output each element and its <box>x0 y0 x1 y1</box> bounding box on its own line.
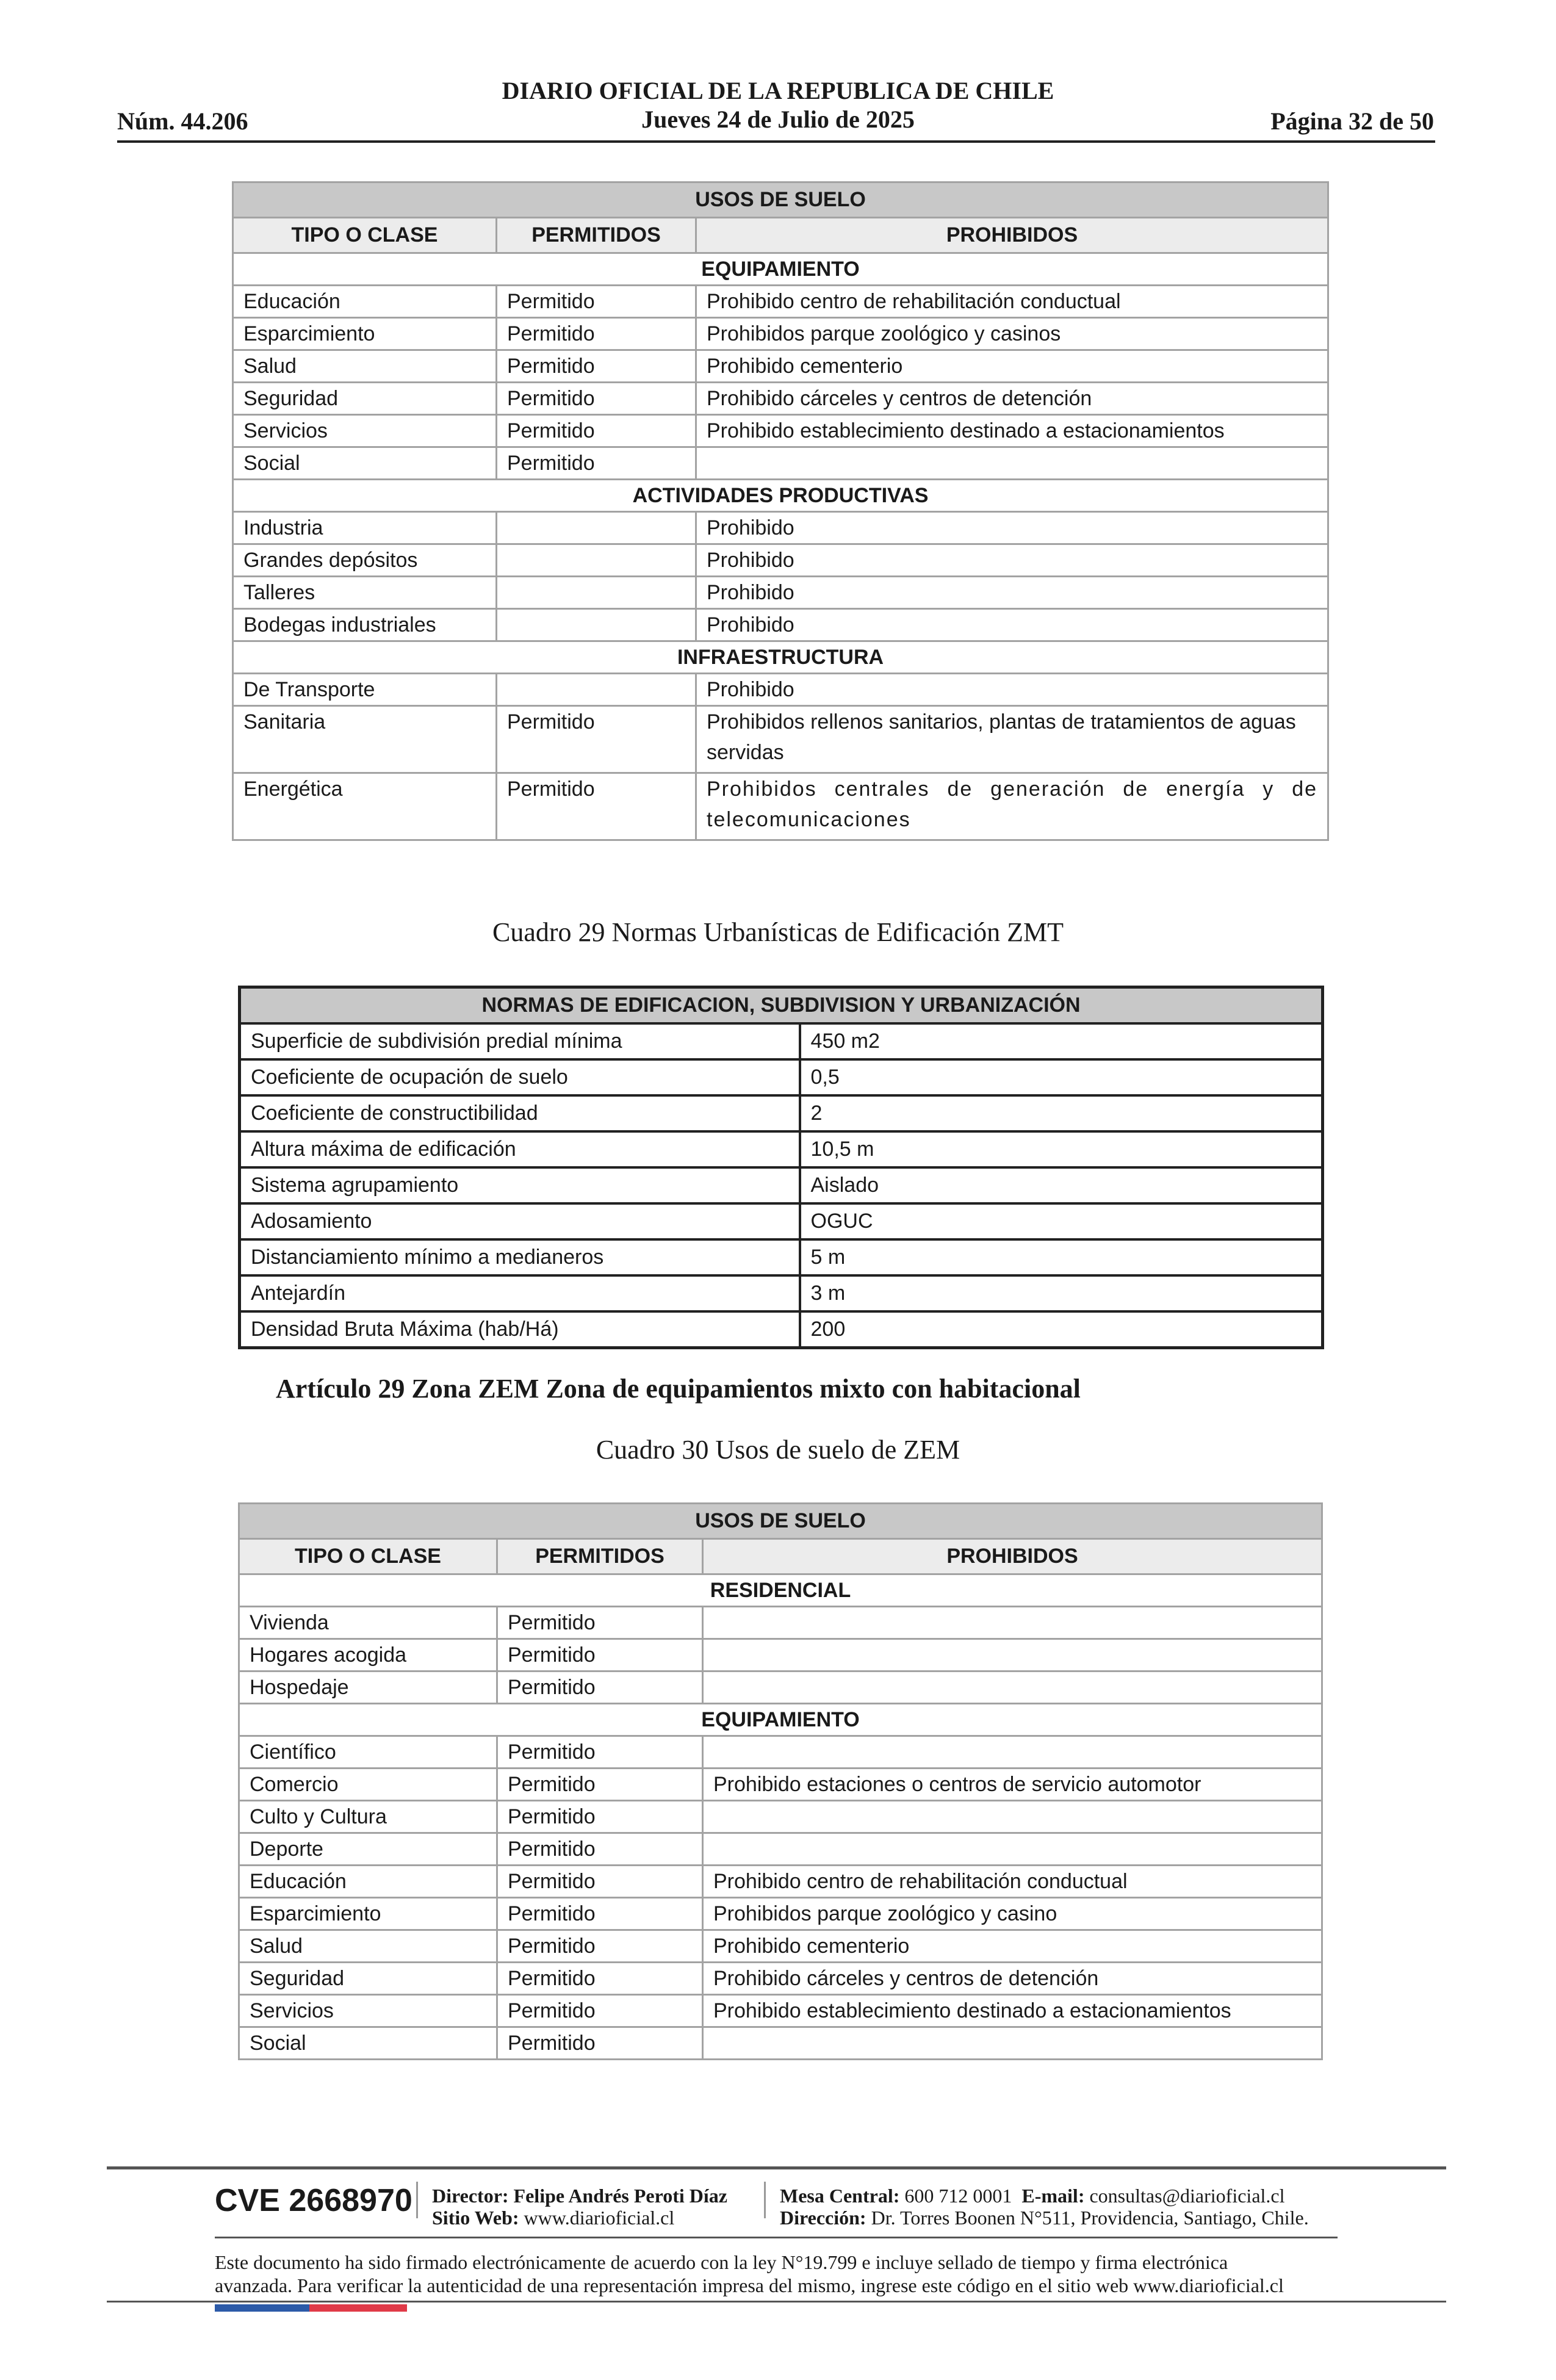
table-row <box>233 706 1328 773</box>
table-row <box>240 1095 1323 1131</box>
email-label: E-mail: <box>1021 2185 1085 2207</box>
type-cell: Culto y Cultura <box>239 1801 497 1833</box>
norm-label-cell: Densidad Bruta Máxima (hab/Há) <box>240 1311 800 1348</box>
director-line <box>432 2185 727 2207</box>
prohibited-cell: Prohibidos parque zoológico y casinos <box>696 318 1328 350</box>
table-title: USOS DE SUELO <box>239 1504 1322 1539</box>
section-header: EQUIPAMIENTO <box>239 1704 1322 1736</box>
permitted-cell <box>497 544 696 577</box>
permitted-cell <box>497 674 696 706</box>
table-row <box>233 286 1328 318</box>
permitted-cell <box>497 609 696 641</box>
type-cell: Industria <box>233 512 497 544</box>
type-cell: Educación <box>239 1866 497 1898</box>
permitted-cell: Permitido <box>497 1671 703 1704</box>
permitted-cell: Permitido <box>497 1833 703 1866</box>
prohibited-cell: Prohibido estaciones o centros de servicio automotor <box>703 1769 1322 1801</box>
norm-label-cell: Adosamiento <box>240 1203 800 1239</box>
permitted-cell: Permitido <box>497 318 696 350</box>
table-row <box>239 1801 1322 1833</box>
type-cell: Vivienda <box>239 1607 497 1639</box>
table-caption: Cuadro 30 Usos de suelo de ZEM <box>596 1435 960 1465</box>
prohibited-cell <box>703 1801 1322 1833</box>
prohibited-cell: Prohibido centro de rehabilitación conductual <box>696 286 1328 318</box>
prohibited-cell: Prohibido <box>696 674 1328 706</box>
type-cell: Educación <box>233 286 497 318</box>
table-row <box>233 447 1328 480</box>
type-cell: Talleres <box>233 577 497 609</box>
permitted-cell <box>497 512 696 544</box>
prohibited-cell: Prohibido centro de rehabilitación conductual <box>703 1866 1322 1898</box>
prohibited-cell <box>703 1736 1322 1769</box>
type-cell: Científico <box>239 1736 497 1769</box>
type-cell: Social <box>239 2027 497 2060</box>
table-row <box>239 1866 1322 1898</box>
website-link[interactable]: www.diarioficial.cl <box>524 2207 675 2229</box>
norm-value-cell: 2 <box>800 1095 1323 1131</box>
table-row <box>240 1023 1323 1059</box>
permitted-cell: Permitido <box>497 1898 703 1930</box>
table-row <box>239 1963 1322 1995</box>
table-row <box>233 415 1328 447</box>
permitted-cell: Permitido <box>497 773 696 840</box>
director-name: Felipe Andrés Peroti Díaz <box>513 2185 727 2207</box>
column-header: PROHIBIDOS <box>703 1539 1322 1574</box>
header-rule <box>117 140 1435 143</box>
column-header: PROHIBIDOS <box>696 218 1328 253</box>
permitted-cell: Permitido <box>497 1736 703 1769</box>
type-cell: Esparcimiento <box>233 318 497 350</box>
permitted-cell: Permitido <box>497 1866 703 1898</box>
column-header: TIPO O CLASE <box>233 218 497 253</box>
permitted-cell: Permitido <box>497 1930 703 1963</box>
table-row <box>240 1239 1323 1275</box>
norm-value-cell: OGUC <box>800 1203 1323 1239</box>
issue-date: Jueves 24 de Julio de 2025 <box>641 106 915 133</box>
table-row <box>233 318 1328 350</box>
norm-label-cell: Superficie de subdivisión predial mínima <box>240 1023 800 1059</box>
type-cell: Grandes depósitos <box>233 544 497 577</box>
prohibited-cell <box>703 2027 1322 2060</box>
building-norms-table <box>238 986 1324 1349</box>
prohibited-cell: Prohibido establecimiento destinado a estacionamientos <box>696 415 1328 447</box>
column-header: PERMITIDOS <box>497 218 696 253</box>
table-caption: Cuadro 29 Normas Urbanísticas de Edificación ZMT <box>492 917 1064 947</box>
issue-number: Núm. 44.206 <box>117 107 248 135</box>
cve-code: CVE 2668970 <box>215 2183 412 2218</box>
type-cell: De Transporte <box>233 674 497 706</box>
type-cell: Hospedaje <box>239 1671 497 1704</box>
section-header: ACTIVIDADES PRODUCTIVAS <box>233 480 1328 512</box>
prohibited-cell <box>696 447 1328 480</box>
section-header: EQUIPAMIENTO <box>233 253 1328 286</box>
permitted-cell: Permitido <box>497 2027 703 2060</box>
table-row <box>240 1167 1323 1203</box>
permitted-cell <box>497 577 696 609</box>
flag-stripe-blue <box>215 2304 309 2312</box>
type-cell: Salud <box>239 1930 497 1963</box>
land-use-table-zem <box>238 1502 1323 2060</box>
table-row <box>239 1995 1322 2027</box>
norm-value-cell: 3 m <box>800 1275 1323 1311</box>
permitted-cell: Permitido <box>497 1607 703 1639</box>
type-cell: Comercio <box>239 1769 497 1801</box>
type-cell: Servicios <box>239 1995 497 2027</box>
table-row <box>239 1671 1322 1704</box>
prohibited-cell: Prohibidos centrales de generación de energía y de telecomunicaciones <box>696 773 1328 840</box>
norm-value-cell: 200 <box>800 1311 1323 1348</box>
footer-divider <box>764 2182 766 2218</box>
type-cell: Hogares acogida <box>239 1639 497 1671</box>
director-label: Director: <box>432 2185 509 2207</box>
norm-label-cell: Distanciamiento mínimo a medianeros <box>240 1239 800 1275</box>
prohibited-cell: Prohibido cárceles y centros de detención <box>696 383 1328 415</box>
permitted-cell: Permitido <box>497 1801 703 1833</box>
norm-label-cell: Coeficiente de constructibilidad <box>240 1095 800 1131</box>
permitted-cell: Permitido <box>497 1769 703 1801</box>
phone-value: 600 712 0001 <box>904 2185 1012 2207</box>
article-heading: Artículo 29 Zona ZEM Zona de equipamientos mixto con habitacional <box>276 1374 1081 1404</box>
type-cell: Esparcimiento <box>239 1898 497 1930</box>
type-cell: Social <box>233 447 497 480</box>
legal-line: avanzada. Para verificar la autenticidad de una representación impresa del mismo, ingrese este código en el sitio web www.diarioficial.cl <box>215 2274 1284 2296</box>
prohibited-cell: Prohibido <box>696 544 1328 577</box>
table-row <box>240 1275 1323 1311</box>
prohibited-cell: Prohibido establecimiento destinado a estacionamientos <box>703 1995 1322 2027</box>
norm-value-cell: 0,5 <box>800 1059 1323 1095</box>
norm-label-cell: Sistema agrupamiento <box>240 1167 800 1203</box>
table-row <box>239 1833 1322 1866</box>
flag-stripe-red <box>309 2304 407 2312</box>
table-row <box>233 609 1328 641</box>
permitted-cell: Permitido <box>497 350 696 383</box>
table-row <box>239 1769 1322 1801</box>
land-use-table-zmt <box>232 181 1329 841</box>
table-row <box>239 2027 1322 2060</box>
permitted-cell: Permitido <box>497 415 696 447</box>
footer-divider <box>416 2182 418 2218</box>
footer-rule <box>107 2301 1446 2302</box>
section-header: INFRAESTRUCTURA <box>233 641 1328 674</box>
table-row <box>233 544 1328 577</box>
prohibited-cell <box>703 1639 1322 1671</box>
contact-line <box>780 2185 1285 2207</box>
prohibited-cell: Prohibidos parque zoológico y casino <box>703 1898 1322 1930</box>
table-row <box>233 512 1328 544</box>
prohibited-cell: Prohibido cementerio <box>703 1930 1322 1963</box>
address-label: Dirección: <box>780 2207 866 2229</box>
page-number: Página 32 de 50 <box>1270 107 1434 135</box>
norm-value-cell: 450 m2 <box>800 1023 1323 1059</box>
norm-label-cell: Coeficiente de ocupación de suelo <box>240 1059 800 1095</box>
prohibited-cell: Prohibidos rellenos sanitarios, plantas de tratamientos de aguas servidas <box>696 706 1328 773</box>
table-row <box>239 1639 1322 1671</box>
prohibited-cell: Prohibido <box>696 577 1328 609</box>
table-row <box>240 1131 1323 1167</box>
address-value: Dr. Torres Boonen N°511, Providencia, Santiago, Chile. <box>871 2207 1309 2229</box>
permitted-cell: Permitido <box>497 1995 703 2027</box>
norm-label-cell: Antejardín <box>240 1275 800 1311</box>
permitted-cell: Permitido <box>497 1963 703 1995</box>
table-row <box>233 350 1328 383</box>
footer-rule <box>107 2166 1446 2169</box>
table-row <box>240 1059 1323 1095</box>
table-row <box>239 1607 1322 1639</box>
phone-label: Mesa Central: <box>780 2185 900 2207</box>
prohibited-cell <box>703 1607 1322 1639</box>
type-cell: Energética <box>233 773 497 840</box>
prohibited-cell: Prohibido <box>696 512 1328 544</box>
type-cell: Salud <box>233 350 497 383</box>
type-cell: Servicios <box>233 415 497 447</box>
prohibited-cell: Prohibido cárceles y centros de detención <box>703 1963 1322 1995</box>
type-cell: Sanitaria <box>233 706 497 773</box>
column-header: TIPO O CLASE <box>239 1539 497 1574</box>
table-row <box>240 1311 1323 1348</box>
table-row <box>233 577 1328 609</box>
newspaper-title: DIARIO OFICIAL DE LA REPUBLICA DE CHILE <box>502 77 1054 104</box>
norm-value-cell: 5 m <box>800 1239 1323 1275</box>
email-link[interactable]: consultas@diarioficial.cl <box>1089 2185 1285 2207</box>
permitted-cell: Permitido <box>497 383 696 415</box>
legal-line: Este documento ha sido firmado electrónicamente de acuerdo con la ley N°19.799 e incluye sellado de tiempo y firma electrónica <box>215 2251 1228 2273</box>
footer-rule <box>215 2237 1338 2238</box>
legal-notice <box>215 2251 1341 2297</box>
website-line <box>432 2207 674 2229</box>
permitted-cell: Permitido <box>497 706 696 773</box>
table-row <box>233 383 1328 415</box>
type-cell: Seguridad <box>239 1963 497 1995</box>
norm-label-cell: Altura máxima de edificación <box>240 1131 800 1167</box>
norm-value-cell: 10,5 m <box>800 1131 1323 1167</box>
table-row <box>239 1898 1322 1930</box>
prohibited-cell: Prohibido <box>696 609 1328 641</box>
column-header: PERMITIDOS <box>497 1539 703 1574</box>
website-label: Sitio Web: <box>432 2207 519 2229</box>
permitted-cell: Permitido <box>497 286 696 318</box>
type-cell: Deporte <box>239 1833 497 1866</box>
prohibited-cell <box>703 1671 1322 1704</box>
prohibited-cell <box>703 1833 1322 1866</box>
table-row <box>233 773 1328 840</box>
permitted-cell: Permitido <box>497 1639 703 1671</box>
type-cell: Seguridad <box>233 383 497 415</box>
table-row <box>239 1736 1322 1769</box>
table-row <box>240 1203 1323 1239</box>
section-header: RESIDENCIAL <box>239 1574 1322 1607</box>
table-title: NORMAS DE EDIFICACION, SUBDIVISION Y URBANIZACIÓN <box>240 987 1323 1024</box>
type-cell: Bodegas industriales <box>233 609 497 641</box>
table-row <box>233 674 1328 706</box>
address-line <box>780 2207 1309 2229</box>
norm-value-cell: Aislado <box>800 1167 1323 1203</box>
table-row <box>239 1930 1322 1963</box>
prohibited-cell: Prohibido cementerio <box>696 350 1328 383</box>
table-title: USOS DE SUELO <box>233 182 1328 218</box>
permitted-cell: Permitido <box>497 447 696 480</box>
